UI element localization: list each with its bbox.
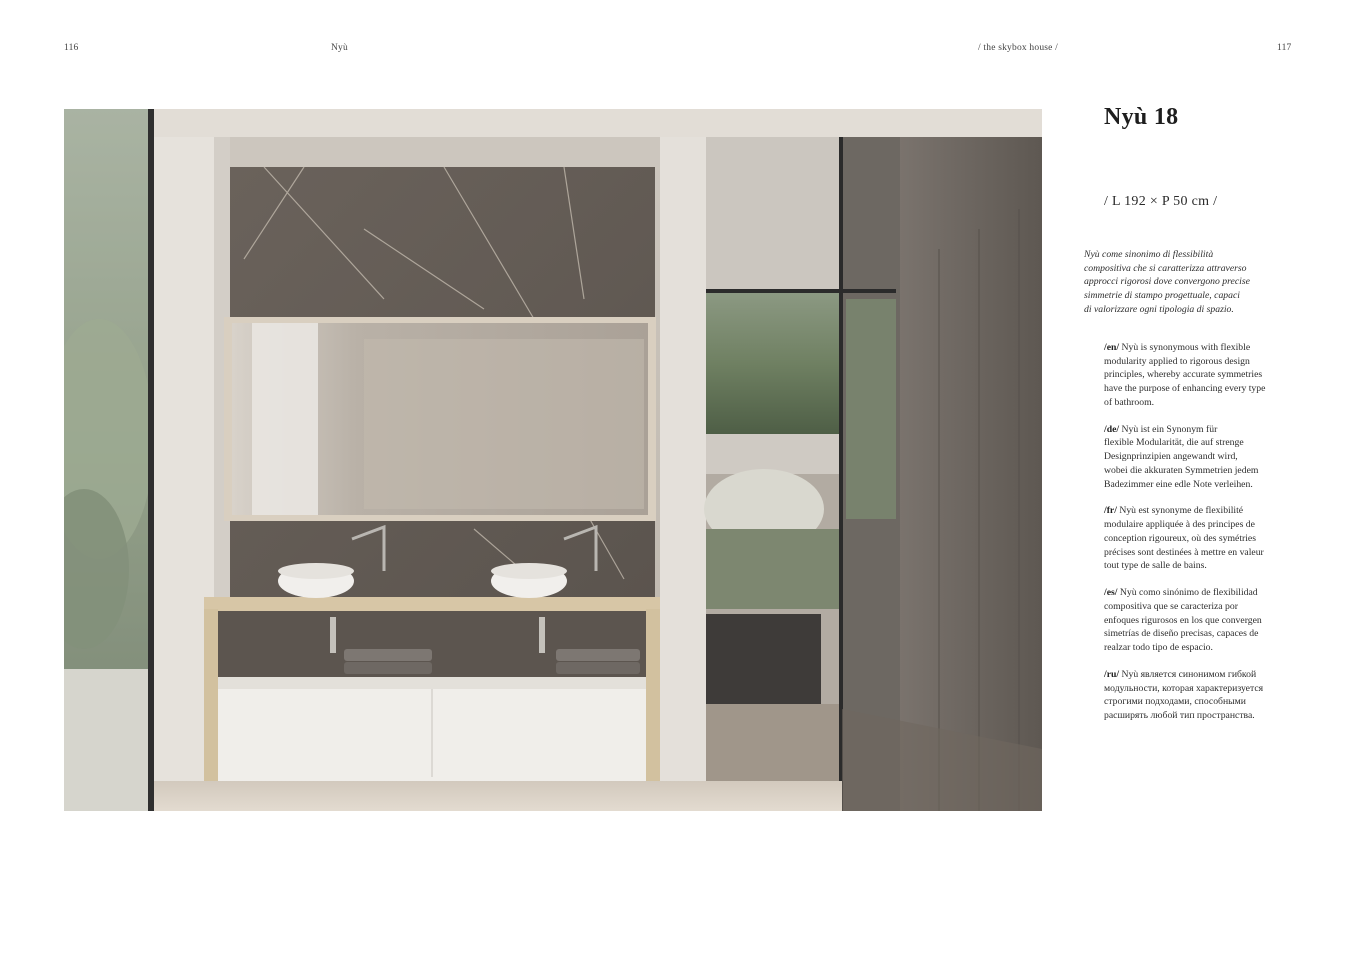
translation-text: modularity applied to rigorous design: [1104, 355, 1250, 367]
intro-line: simmetrie di stampo progettuale, capaci: [1084, 290, 1240, 302]
translation-text: модульности, которая характеризуется: [1104, 682, 1264, 694]
translation-text: tout type de salle de bains.: [1104, 560, 1207, 572]
section-breadcrumb: / the skybox house /: [978, 43, 1058, 53]
translations: [1104, 341, 1304, 736]
italian-intro: [1084, 248, 1299, 317]
translation-text: расширять любой тип пространства.: [1104, 709, 1255, 721]
translation-text: Designprinzipien angewandt wird,: [1104, 451, 1238, 463]
translation-text: of bathroom.: [1104, 396, 1155, 408]
intro-line: Nyù come sinonimo di flessibilità: [1084, 249, 1214, 260]
translation-text: realzar todo tipo de espacio.: [1104, 641, 1213, 653]
page-number-right: 117: [1277, 43, 1292, 53]
language-code: /de/: [1104, 423, 1120, 435]
translation-text: compositiva que se caracteriza por: [1104, 600, 1238, 612]
translation-fr: [1104, 504, 1304, 573]
translation-text: flexible Modularität, die auf strenge: [1104, 437, 1244, 449]
product-title: Nyù 18: [1104, 104, 1179, 130]
translation-text: précises sont destinées à mettre en valeur: [1104, 546, 1264, 558]
translation-text: principles, whereby accurate symmetries: [1104, 369, 1263, 381]
translation-text: have the purpose of enhancing every type: [1104, 383, 1266, 395]
translation-text: conception rigoureux, où des symétries: [1104, 532, 1257, 544]
translation-text: simetrías de diseño precisas, capaces de: [1104, 628, 1259, 640]
translation-text: Nyù ist ein Synonym für: [1119, 423, 1218, 435]
collection-name: Nyù: [331, 43, 348, 53]
translation-text: строгими подходами, способными: [1104, 696, 1246, 708]
product-dimensions: / L 192 × P 50 cm /: [1104, 194, 1218, 209]
translation-de: [1104, 423, 1304, 492]
translation-text: Badezimmer eine edle Note verleihen.: [1104, 478, 1253, 490]
intro-line: compositiva che si caratterizza attraverso: [1084, 262, 1247, 274]
language-code: /en/: [1104, 342, 1120, 353]
translation-es: [1104, 586, 1304, 655]
intro-line: approcci rigorosi dove convergono precise: [1084, 276, 1250, 288]
translation-ru: [1104, 668, 1304, 723]
translation-text: wobei die akkuraten Symmetrien jedem: [1104, 464, 1259, 476]
intro-line: di valorizzare ogni tipologia di spazio.: [1084, 303, 1234, 315]
translation-text: Nyù est synonyme de flexibilité: [1116, 505, 1244, 517]
language-code: /es/: [1104, 587, 1118, 599]
language-code: /fr/: [1104, 505, 1117, 517]
translation-text: modulaire appliquée à des principes de: [1104, 519, 1255, 531]
translation-text: Nyù является синонимом гибкой: [1119, 668, 1257, 680]
language-code: /ru/: [1104, 668, 1120, 680]
translation-en: [1104, 341, 1304, 410]
translation-text: Nyù is synonymous with flexible: [1119, 342, 1251, 353]
translation-text: enfoques rigurosos en los que convergen: [1104, 614, 1262, 626]
page-number-left: 116: [64, 43, 79, 53]
translation-text: Nyù como sinónimo de flexibilidad: [1117, 587, 1258, 599]
bathroom-product-photo: [64, 109, 1042, 811]
